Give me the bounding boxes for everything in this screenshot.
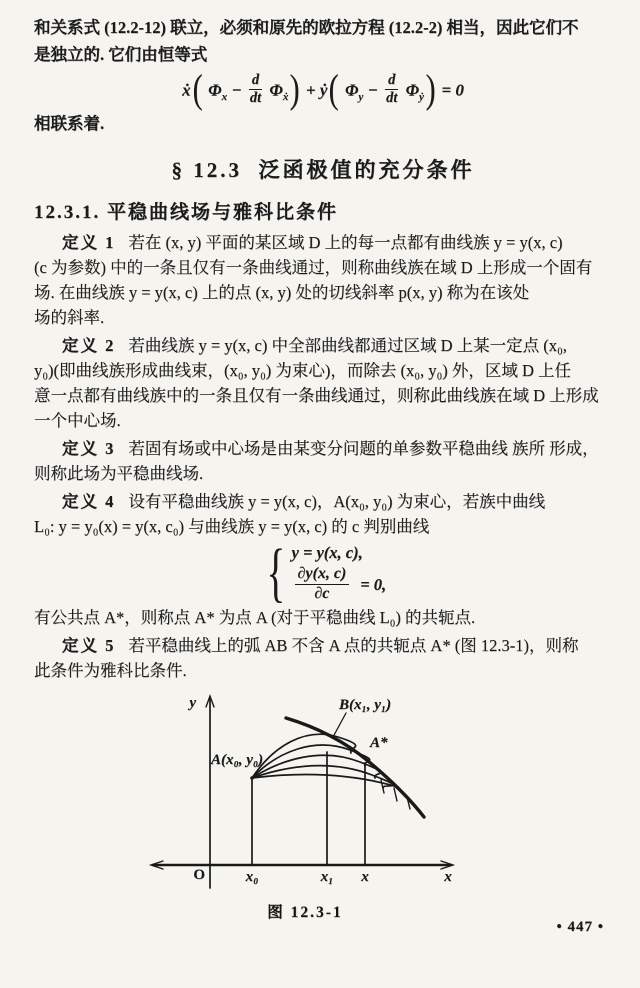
tick-label-x0: x₀ <box>245 869 259 886</box>
identity-equation: ẋ( $\Phi_x$ − $\frac{d}{dt}$ $\Phi_ẋ$) + ẏ( $\Phi_y$ − $\frac{d}{dt}$ $\Phi_ẏ) = 0$ <box>182 65 464 111</box>
definition-3-line: 则称此场为平稳曲线场. <box>34 464 204 484</box>
stationary-curve-field-figure <box>0 687 640 925</box>
intro-paragraph <box>34 14 612 68</box>
eq-sub-x: x <box>221 91 228 104</box>
definition-2 <box>34 333 612 433</box>
figure-caption: 图 12.3-1 <box>267 904 343 922</box>
definition-4-line: 设有平稳曲线族 y = y(x, c)，A(x₀, y₀) 为束心，若族中曲线 <box>128 492 546 512</box>
eq-fraction-ddt: $\frac{d}{dt}$ <box>386 72 398 107</box>
definition-3 <box>34 436 612 486</box>
tick-label-x: x <box>361 869 369 886</box>
definition-5 <box>34 633 612 683</box>
discriminant-system-equation <box>34 536 612 610</box>
system-brace: { <box>266 536 286 610</box>
intro-line-2: 是独立的. 它们由恒等式 <box>34 45 208 64</box>
definition-2-label: 定义 2 <box>62 336 116 356</box>
section-heading <box>34 155 612 185</box>
point-a-label: A(x₀, y₀) <box>211 752 264 769</box>
eq-minus: − <box>367 80 378 100</box>
origin-label: O <box>193 867 205 884</box>
section-number: § 12.3 <box>171 158 242 183</box>
section-title: 泛函极值的充分条件 <box>258 158 475 183</box>
definition-5-label: 定义 5 <box>62 636 116 656</box>
x-axis-label: x <box>444 869 452 886</box>
eq-xdot: ẋ <box>182 80 191 100</box>
eq-phi: Φ <box>405 80 419 100</box>
system-rhs: = 0, <box>360 574 387 594</box>
definition-1-line: 场. 在曲线族 y = y(x, c) 上的点 (x, y) 处的切线斜率 p(x, y) 称为在该处 <box>34 283 530 303</box>
definition-2-line: y₀)(即曲线族形成曲线束，(x₀, y₀) 为束心)，而除去 (x₀, y₀) 外，区域 D 上任 <box>34 361 572 381</box>
eq-sub-xdot: ẋ <box>282 91 289 104</box>
subsection-heading: 12.3.1. 平稳曲线场与雅科比条件 <box>34 202 339 224</box>
definition-5-line: 若平稳曲线上的弧 AB 不含 A 点的共轭点 A* (图 12.3-1)，则称 <box>128 636 579 656</box>
eq-minus: − <box>231 80 242 100</box>
page-number: • 447 • <box>556 919 604 936</box>
definition-1 <box>34 230 612 330</box>
envelope-curve <box>286 718 424 817</box>
eq-sub-ydot: ẏ <box>419 91 424 104</box>
definition-2-line: 一个中心场. <box>34 411 121 431</box>
definition-3-label: 定义 3 <box>62 439 116 459</box>
definition-1-label: 定义 1 <box>62 233 116 253</box>
system-fraction: $\frac{\partial y(x, c)}{\partial c}$ <box>295 566 350 603</box>
point-b-label: B(x₁, y₁) <box>339 697 392 714</box>
eq-phi: Φ <box>208 80 222 100</box>
definition-4-line: L₀: y = y₀(x) = y(x, c₀) 与曲线族 y = y(x, c) 的 c 判别曲线 <box>34 517 430 537</box>
definition-2-line: 若曲线族 y = y(x, c) 中全部曲线都通过区域 D 上某一定点 (x₀, <box>128 336 567 356</box>
eq-rhs: = 0 <box>441 80 464 100</box>
definition-1-line: 若在 (x, y) 平面的某区域 D 上的每一点都有曲线族 y = y(x, c) <box>128 233 563 253</box>
eq-plus: + <box>305 80 316 100</box>
field-curve-4 <box>252 766 393 788</box>
definition-1-line: (c 为参数) 中的一条且仅有一条曲线通过，则称曲线族在域 D 上形成一个固有 <box>34 258 593 278</box>
system-line-2 <box>292 566 387 603</box>
definition-4-label: 定义 4 <box>62 492 116 512</box>
system-line-1: y = y(x, c), <box>291 543 363 563</box>
eq-phi: Φ <box>344 80 359 100</box>
eq-phi: Φ <box>269 80 283 100</box>
definition-4 <box>34 489 612 539</box>
tick-label-x1: x₁ <box>320 869 334 886</box>
definition-5-line: 此条件为雅科比条件. <box>34 661 187 681</box>
figure-canvas <box>0 687 640 925</box>
definition-1-line: 场的斜率. <box>34 308 105 328</box>
curve-tail <box>394 788 397 801</box>
conjugate-point-line: 有公共点 A*，则称点 A* 为点 A (对于平稳曲线 L₀) 的共轭点. <box>34 608 476 628</box>
definition-2-line: 意一点都有曲线族中的一条且仅有一条曲线通过，则称此曲线族在域 D 上形成 <box>34 386 599 406</box>
point-astar-label: A* <box>370 735 388 752</box>
definition-3-line: 若固有场或中心场是由某变分问题的单参数平稳曲线 族所 形成， <box>128 439 599 459</box>
eq-fraction-ddt: $\frac{d}{dt}$ <box>249 72 262 107</box>
intro-closing-line: 相联系着. <box>34 114 105 134</box>
eq-sub-y: y <box>358 91 364 104</box>
b-label-pointer <box>333 713 346 737</box>
point-a-dot <box>250 776 254 780</box>
y-axis-label: y <box>189 695 196 712</box>
intro-line-1: 和关系式 (12.2-12) 联立，必须和原先的欧拉方程 (12.2-2) 相当，因此它们不 <box>34 18 579 37</box>
eq-ydot: ẏ <box>319 80 328 100</box>
